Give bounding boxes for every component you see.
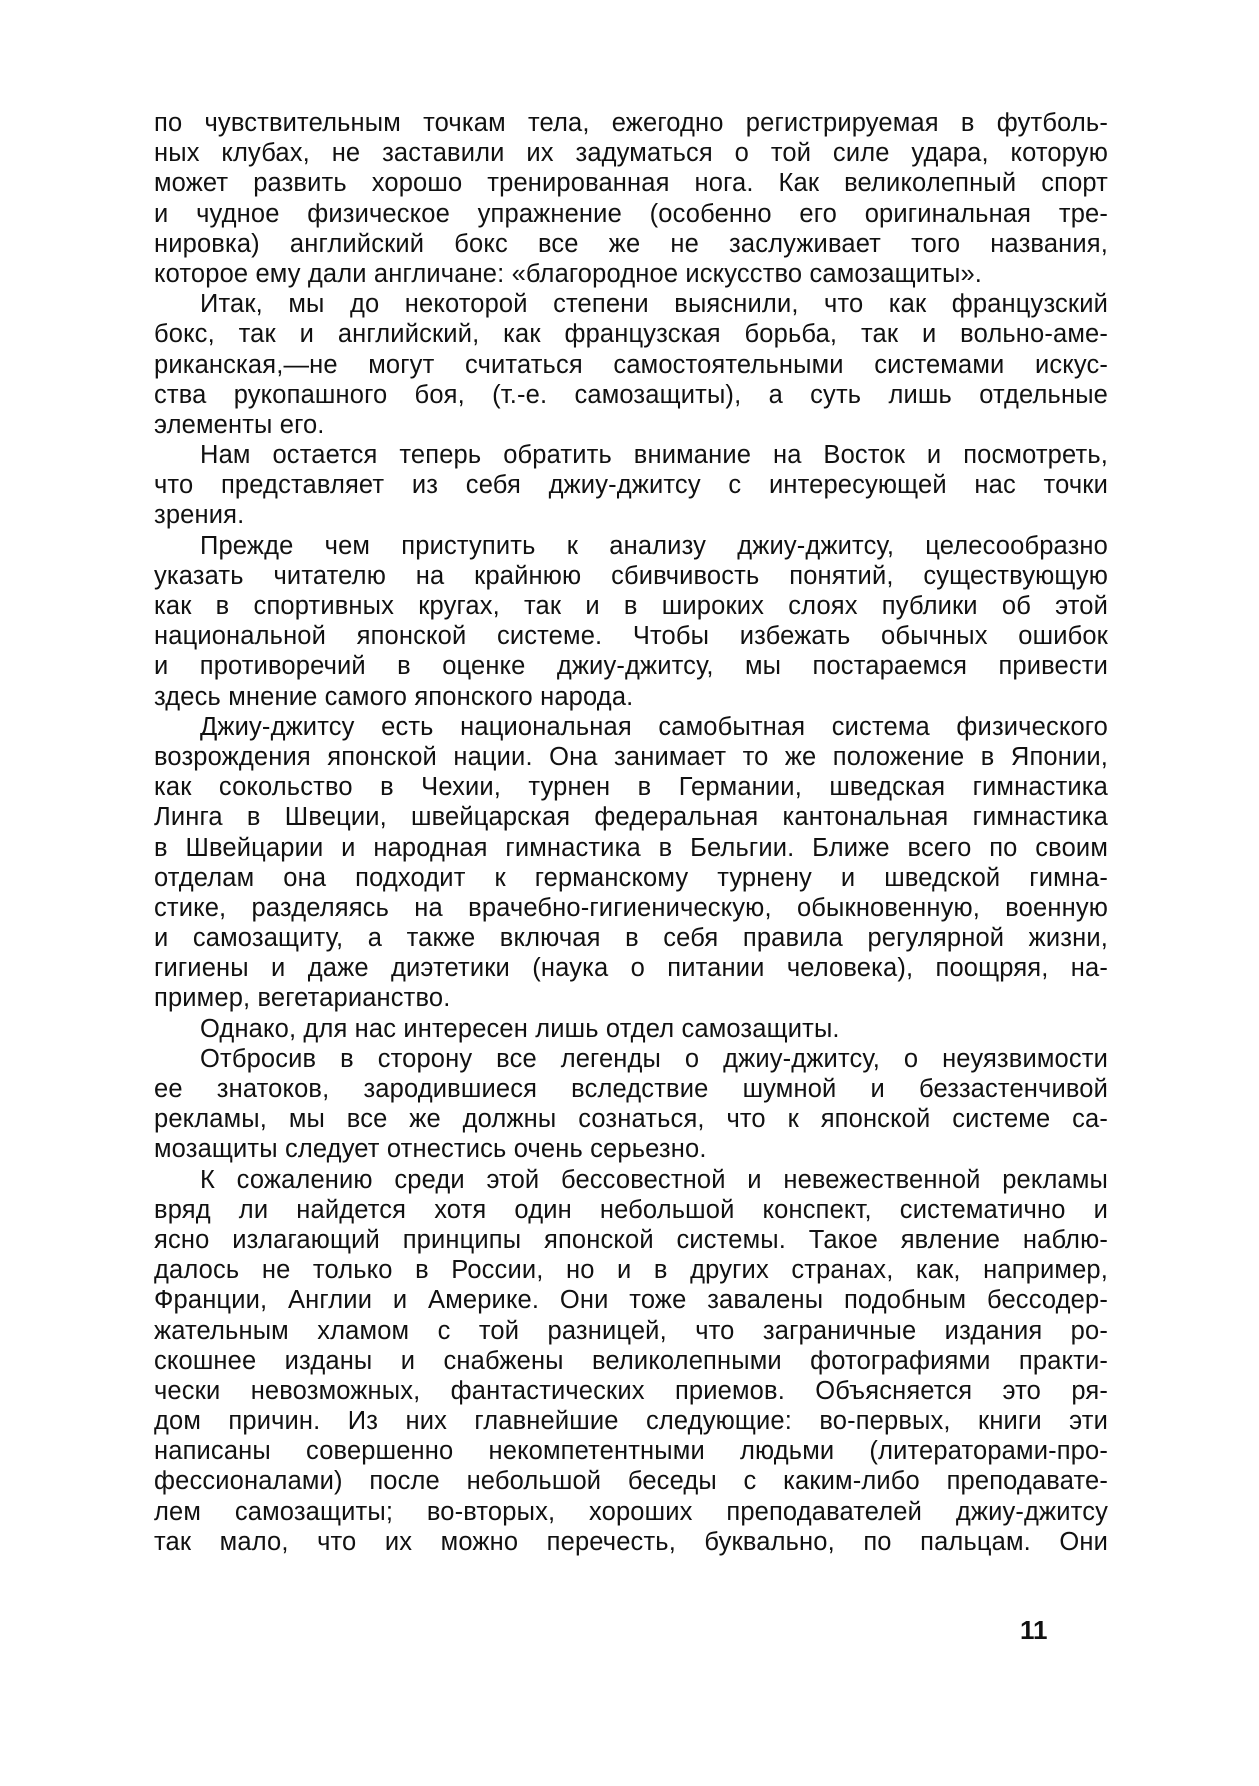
text-line: отделам она подходит к германскому турнену и шведской гимна- (154, 863, 1108, 892)
text-line: пример, вегетарианство. (154, 984, 451, 1013)
text-line: рекламы, мы все же должны сознаться, что к японской системе са- (154, 1105, 1108, 1134)
text-line: мозащиты следует отнестись очень серьезно. (154, 1135, 707, 1164)
text-line: жательным хламом с той разницей, что заграничные издания ро- (154, 1316, 1108, 1345)
text-line: гигиены и даже диэтетики (наука о питании человека), поощряя, на- (154, 954, 1108, 983)
text-line: в Швейцарии и народная гимнастика в Бельгии. Ближе всего по своим (154, 833, 1108, 862)
text-line: далось не только в России, но и в других странах, как, например, (154, 1256, 1108, 1285)
text-line: и самозащиту, а также включая в себя правила регулярной жизни, (154, 924, 1108, 953)
text-line: и чудное физическое упражнение (особенно его оригинальная тре- (154, 199, 1108, 228)
text-line: Однако, для нас интересен лишь отдел самозащиты. (200, 1014, 840, 1043)
text-line: возрождения японской нации. Она занимает то же положение в Японии, (154, 742, 1108, 771)
page-number: 11 (1020, 1615, 1048, 1645)
text-line: лем самозащиты; во-вторых, хороших преподавателей джиу-джитсу (154, 1497, 1108, 1526)
text-line: риканская,—не могут считаться самостоятельными системами искус- (154, 350, 1108, 379)
text-line: Линга в Швеции, швейцарская федеральная кантональная гимнастика (154, 803, 1108, 832)
text-line: ясно излагающий принципы японской системы. Такое явление наблю- (154, 1225, 1108, 1254)
text-line: Прежде чем приступить к анализу джиу-джитсу, целесообразно (200, 531, 1108, 560)
text-line: скошнее изданы и снабжены великолепными фотографиями практи- (154, 1346, 1108, 1375)
text-line: вряд ли найдется хотя один небольшой конспект, систематично и (154, 1195, 1108, 1224)
text-line: чески невозможных, фантастических приемов. Объясняется это ря- (154, 1376, 1108, 1405)
text-line: здесь мнение самого японского народа. (154, 682, 634, 711)
text-line: нировка) английский бокс все же не заслуживает того названия, (154, 229, 1108, 258)
text-line: зрения. (154, 501, 245, 530)
text-line: так мало, что их можно перечесть, буквально, по пальцам. Они (154, 1527, 1108, 1556)
text-line: национальной японской системе. Чтобы избежать обычных ошибок (154, 622, 1108, 651)
text-line: фессионалами) после небольшой беседы с каким-либо преподавате- (154, 1467, 1108, 1496)
text-line: ства рукопашного боя, (т.-е. самозащиты), а суть лишь отдельные (154, 380, 1108, 409)
text-line: может развить хорошо тренированная нога. Как великолепный спорт (154, 169, 1108, 198)
text-line: бокс, так и английский, как французская борьба, так и вольно-аме- (154, 320, 1108, 349)
text-line: дом причин. Из них главнейшие следующие: во-первых, книги эти (154, 1407, 1108, 1436)
text-line: что представляет из себя джиу-джитсу с интересующей нас точки (154, 471, 1108, 500)
text-line: ее знатоков, зародившиеся вследствие шумной и беззастенчивой (154, 1075, 1108, 1103)
text-line: и противоречий в оценке джиу-джитсу, мы постараемся привести (154, 652, 1108, 681)
text-line: элементы его. (154, 410, 325, 439)
text-line: стике, разделяясь на врачебно-гигиеническую, обыкновенную, военную (154, 893, 1108, 922)
text-line: указать читателю на крайнюю сбивчивость понятий, существующую (154, 561, 1108, 590)
text-line: Франции, Англии и Америке. Они тоже завалены подобным бессодер- (154, 1286, 1108, 1315)
text-line: как в спортивных кругах, так и в широких слоях публики об этой (154, 592, 1108, 620)
text-line: по чувствительным точкам тела, ежегодно регистрируемая в футболь- (154, 109, 1108, 137)
text-line: как сокольство в Чехии, турнен в Германии, шведская гимнастика (154, 773, 1108, 802)
text-line: ных клубах, не заставили их задуматься о той силе удара, которую (154, 139, 1108, 168)
body-text (154, 108, 1108, 1557)
text-line: Отбросив в сторону все легенды о джиу-джитсу, о неуязвимости (200, 1044, 1108, 1073)
text-line: Нам остается теперь обратить внимание на Восток и посмотреть, (200, 441, 1108, 470)
text-line: Джиу-джитсу есть национальная самобытная система физического (200, 712, 1108, 741)
text-line: Итак, мы до некоторой степени выяснили, что как французский (200, 290, 1108, 319)
text-line: написаны совершенно некомпетентными людьми (литераторами-про- (154, 1437, 1108, 1466)
text-line: которое ему дали англичане: «благородное искусство самозащиты». (154, 259, 983, 288)
text-line: К сожалению среди этой бессовестной и невежественной рекламы (200, 1165, 1108, 1194)
